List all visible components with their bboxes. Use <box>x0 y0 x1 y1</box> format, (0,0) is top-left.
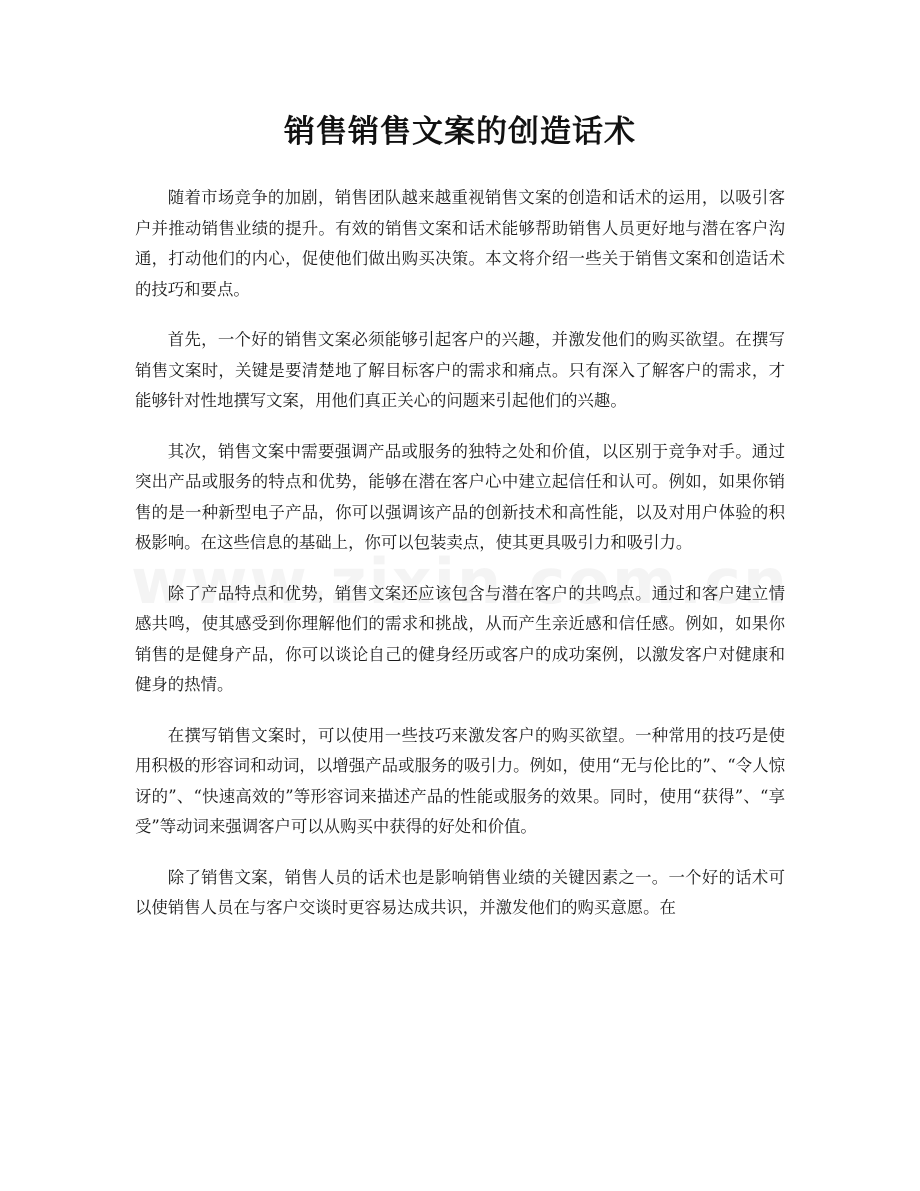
paragraph-second-point: 其次，销售文案中需要强调产品或服务的独特之处和价值，以区别于竞争对手。通过突出产品或服务的特点和优势，能够在潜在客户心中建立起信任和认可。例如，如果你销售的是一种新型电子产品，你可以强调该产品的创新技术和高性能，以及对用户体验的积极影响。在这些信息的基础上，你可以包装卖点，使其更具吸引力和吸引力。 <box>135 441 785 552</box>
document-title: 销售销售文案的创造话术 <box>284 114 636 150</box>
paragraph-intro: 随着市场竞争的加剧，销售团队越来越重视销售文案的创造和话术的运用，以吸引客户并推动销售业绩的提升。有效的销售文案和话术能够帮助销售人员更好地与潜在客户沟通，打动他们的内心，促使他们做出购买决策。本文将介绍一些关于销售文案和创造话术的技巧和要点。 <box>135 188 785 299</box>
paragraph-resonance: 除了产品特点和优势，销售文案还应该包含与潜在客户的共鸣点。通过和客户建立情感共鸣，使其感受到你理解他们的需求和挑战，从而产生亲近感和信任感。例如，如果你销售的是健身产品，你可以谈论自己的健身经历或客户的成功案例，以激发客户对健康和健身的热情。 <box>135 583 785 694</box>
document-body <box>135 183 785 944</box>
paragraph-techniques: 在撰写销售文案时，可以使用一些技巧来激发客户的购买欲望。一种常用的技巧是使用积极的形容词和动词，以增强产品或服务的吸引力。例如，使用“无与伦比的”、“令人惊讶的”、“快速高效的”等形容词来描述产品的性能或服务的效果。同时，使用“获得”、“享受”等动词来强调客户可以从购买中获得的好处和价值。 <box>135 725 785 836</box>
paragraph-sales-talk: 除了销售文案，销售人员的话术也是影响销售业绩的关键因素之一。一个好的话术可以使销售人员在与客户交谈时更容易达成共识，并激发他们的购买意愿。在 <box>135 867 785 917</box>
paragraph-first-point: 首先，一个好的销售文案必须能够引起客户的兴趣，并激发他们的购买欲望。在撰写销售文案时，关键是要清楚地了解目标客户的需求和痛点。只有深入了解客户的需求，才能够针对性地撰写文案，用他们真正关心的问题来引起他们的兴趣。 <box>135 330 785 410</box>
